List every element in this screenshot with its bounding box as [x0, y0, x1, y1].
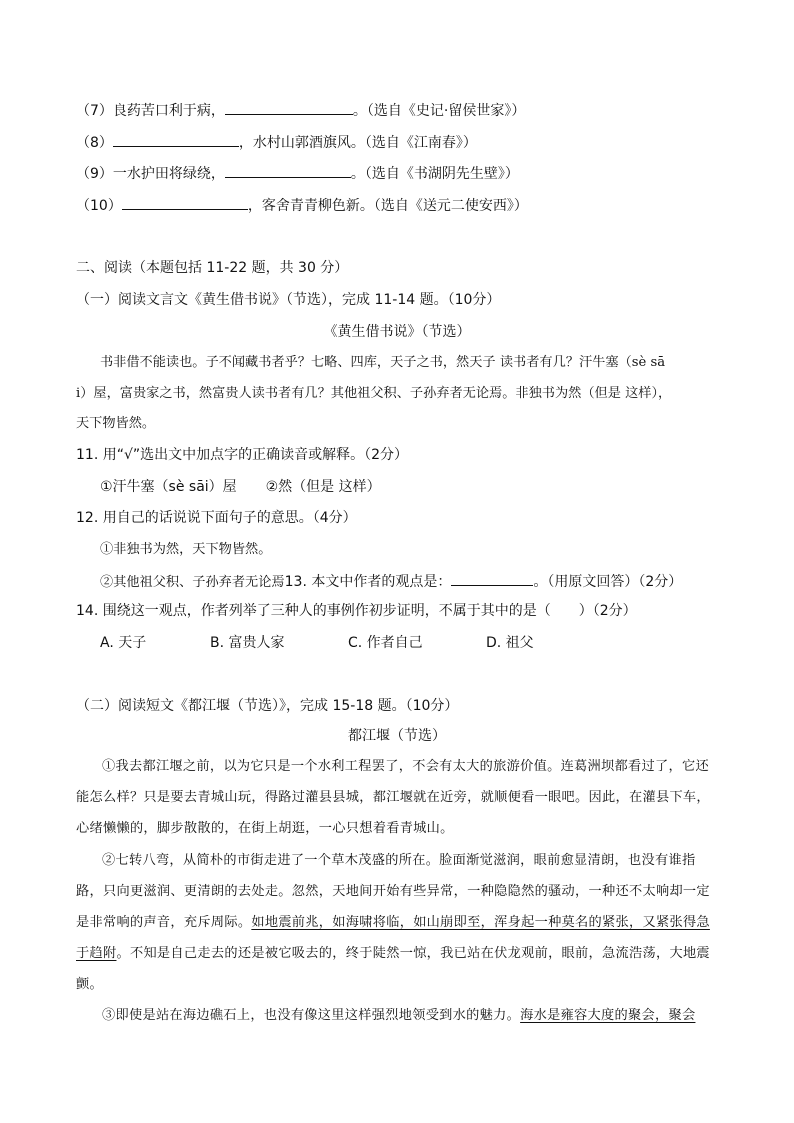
answer-blank[interactable] [113, 132, 239, 147]
answer-blank[interactable] [451, 571, 533, 586]
q12-sentence-1: ①非独书为然，天下物皆然。 [100, 542, 272, 557]
question-12: 12. 用自己的话说说下面句子的意思。（4分） [76, 510, 357, 526]
passage2-paragraph-2: ②七转八弯，从简朴的市街走进了一个草木茂盛的所在。脸面渐觉滋润，眼前愈显清朗，也没有谁指路，只向更滋润、更清朗的去处走。忽然，天地间开始有些异常，一种隐隐然的骚动，一种还不太响却一定是非常响的声音，充斥周际。如地震前兆，如海啸将临，如山崩即至，浑身起一种莫名的紧张，又紧张得急于趋附。不知是自己走去的还是被它吸去的，终于陡然一惊，我已站在伏龙观前，眼前，急流浩荡，大地震颤。 [76, 853, 710, 992]
q11-option-2[interactable]: ②然（但是 这样） [265, 479, 381, 495]
fill-item-7: （7）良药苦口利于病， 。（选自《史记·留侯世家》） [76, 100, 525, 121]
underlined-sentence: 海水是雍容大度的聚会，聚会 [520, 1008, 696, 1023]
option-c[interactable]: C. 作者自己 [348, 635, 423, 651]
answer-blank[interactable] [122, 195, 248, 210]
fill-item-8: （8） ，水村山郭酒旗风。（选自《江南春》） [76, 132, 477, 153]
answer-blank[interactable] [225, 163, 351, 178]
passage-line: 书非借不能读也。子不闻藏书者乎？七略、四库，天子之书，然天子 读书者有几？汗牛塞（sè sā [100, 355, 666, 370]
underlined-sentence: 如地震前兆，如海啸将临，如山崩即至，浑身起一种莫名的紧张，又紧张得急于趋附 [76, 915, 710, 961]
passage-line: i）屋，富贵家之书，然富贵人读书者有几？其他祖父积、子孙弃者无论焉。非独书为然（但是 这样）， [76, 386, 672, 401]
question-11-options [100, 477, 381, 497]
question-14: 14. 围绕这一观点，作者列举了三种人的事例作初步证明，不属于其中的是（ ）（2分） [76, 603, 637, 619]
part2-heading: （二）阅读短文《都江堰（节选）》，完成 15-18 题。（10分） [76, 698, 459, 714]
option-a[interactable]: A. 天子 [100, 635, 147, 651]
q11-option-1[interactable]: ①汗牛塞（sè sāi）屋 [100, 479, 237, 495]
answer-blank[interactable] [225, 100, 353, 115]
passage-line: 天下物皆然。 [76, 416, 156, 431]
passage-title: 《黄生借书说》（节选） [323, 324, 471, 340]
option-d[interactable]: D. 祖父 [486, 635, 534, 651]
passage2-paragraph-3: ③即使是站在海边礁石上，也没有像这里这样强烈地领受到水的魅力。海水是雍容大度的聚会，聚会 [102, 1008, 696, 1023]
q12-sentence-2: ②其他祖父积、子孙弃者无论焉 [100, 575, 285, 590]
q12-q13-line: ②其他祖父积、子孙弃者无论焉13. 本文中作者的观点是： 。（用原文回答）（2分） [100, 571, 682, 593]
passage2-paragraph-1: ①我去都江堰之前，以为它只是一个水利工程罢了，不会有太大的旅游价值。连葛洲坝都看过了，它还能怎么样？只是要去青城山玩，得路过灌县县城，都江堰就在近旁，就顺便看一眼吧。因此，在灌县下车，心绪懒懒的，脚步散散的，在街上胡逛，一心只想着看青城山。 [76, 759, 710, 836]
section-heading: 二、阅读（本题包括 11-22 题，共 30 分） [76, 260, 349, 276]
question-11: 11. 用“√”选出文中加点字的正确读音或解释。（2分） [76, 447, 409, 463]
part1-heading: （一）阅读文言文《黄生借书说》（节选），完成 11-14 题。（10分） [76, 292, 501, 308]
question-13: 13. 本文中作者的观点是： [284, 574, 452, 590]
option-b[interactable]: B. 富贵人家 [210, 635, 285, 651]
question-14-options [100, 633, 534, 653]
passage2-title: 都江堰（节选） [348, 728, 446, 744]
fill-item-9: （9）一水护田将绿绕， 。（选自《书湖阴先生壁》） [76, 163, 519, 184]
fill-item-10: （10） ，客舍青青柳色新。（选自《送元二使安西》） [76, 195, 528, 216]
